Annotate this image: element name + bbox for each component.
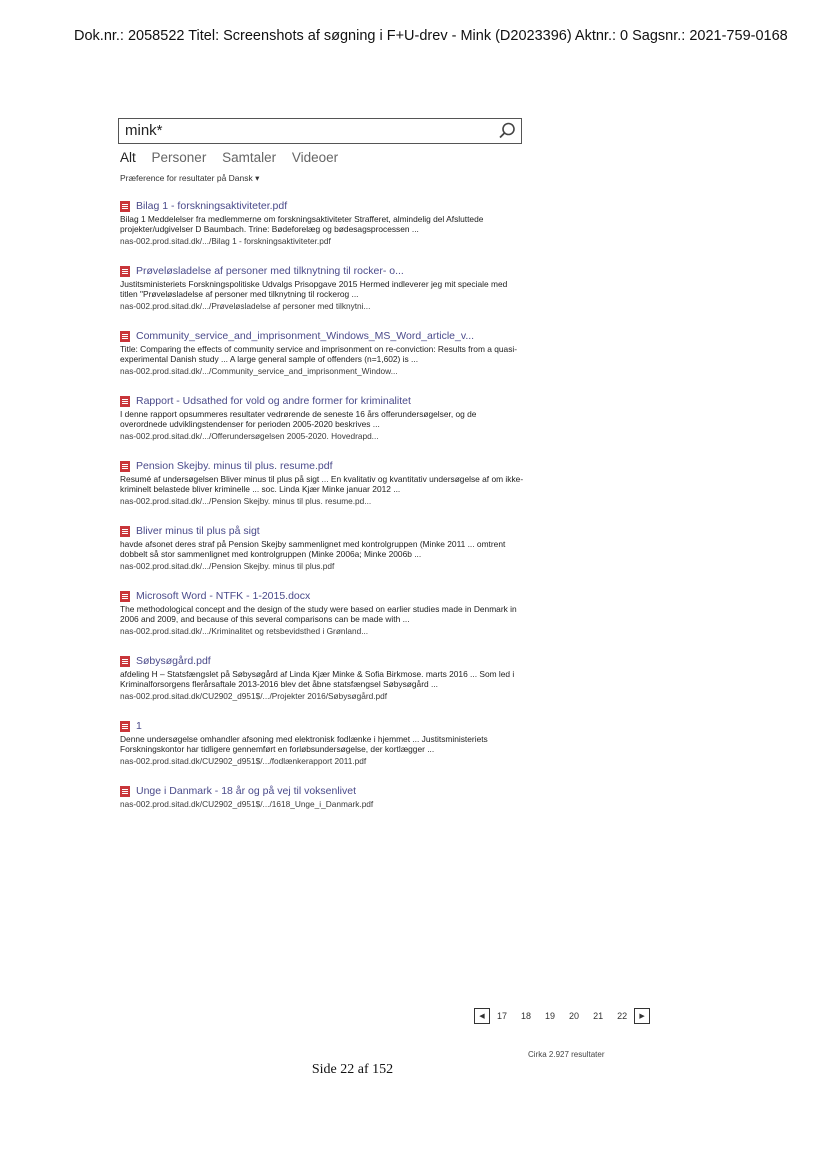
result-snippet: afdeling H – Statsfængslet på Søbysøgård af Linda Kjær Minke & Sofia Birkmose. marts 2016 ... Som led i Kriminalforsorgens flerårsaftale 2013-2016 blev det åbne statsfængsel Søbysøgård ... xyxy=(120,669,515,689)
file-icon xyxy=(120,656,130,667)
prev-page-button[interactable] xyxy=(474,1008,490,1024)
result-title-link[interactable] xyxy=(120,785,524,797)
page-link[interactable]: 17 xyxy=(497,1011,508,1021)
page-link[interactable]: 21 xyxy=(593,1011,604,1021)
result-title: Microsoft Word - NTFK - 1-2015.docx xyxy=(136,590,311,602)
result-count: Cirka 2.927 resultater xyxy=(528,1050,605,1059)
result-title-link[interactable] xyxy=(120,720,524,732)
result-url: nas-002.prod.sitad.dk/CU2902_d951$/.../Projekter 2016/Søbysøgård.pdf xyxy=(120,691,388,701)
file-icon xyxy=(120,461,130,472)
result-snippet: Bilag 1 Meddelelser fra medlemmerne om forskningsaktiviteter Strafferet, almindelig del Afsluttede projekter/udgivelser D Baumbach. Trine: Bødeforelæg og bødesagsprocessen ... xyxy=(120,214,484,234)
chevron-right-icon: ▶ xyxy=(639,1013,645,1020)
result-title: Community_service_and_imprisonment_Windows_MS_Word_article_v... xyxy=(136,330,475,342)
result-url: nas-002.prod.sitad.dk/.../Pension Skejby. minus til plus.pdf xyxy=(120,561,335,571)
chevron-down-icon: ▾ xyxy=(255,173,260,183)
list-item xyxy=(116,655,524,701)
list-item xyxy=(116,200,524,246)
result-snippet: Title: Comparing the effects of community service and imprisonment on re-conviction: Results from a quasi-experimental Danish study ... A large general sample of offenders (n=1,602) is ... xyxy=(120,344,518,364)
result-url: nas-002.prod.sitad.dk/.../Pension Skejby. minus til plus. resume.pd... xyxy=(120,496,372,506)
result-title: Bliver minus til plus på sigt xyxy=(136,525,260,537)
result-url: nas-002.prod.sitad.dk/.../Kriminalitet og retsbevidsthed i Grønland... xyxy=(120,626,369,636)
result-snippet: Resumé af undersøgelsen Bliver minus til plus på sigt ... En kvalitativ og kvantitativ undersøgelse af om ikke-kriminelt belastede bliver kriminelle ... soc. Linda Kjær Minke januar 2012 ... xyxy=(120,474,524,494)
search-input[interactable] xyxy=(125,122,485,139)
language-preference-label: Præference for resultater på Dansk xyxy=(120,173,253,183)
pagination xyxy=(474,1008,650,1024)
result-title: Rapport - Udsathed for vold og andre former for kriminalitet xyxy=(136,395,411,407)
page-link-current: 22 xyxy=(617,1011,628,1021)
result-snippet: I denne rapport opsummeres resultater vedrørende de seneste 16 års offerundersøgelser, og de overordnede udviklingstendenser for perioden 2005-2020 beskrives ... xyxy=(120,409,477,429)
result-url: nas-002.prod.sitad.dk/.../Offerundersøgelsen 2005-2020. Hovedrapd... xyxy=(120,431,379,441)
file-icon xyxy=(120,331,130,342)
tab-alt[interactable]: Alt xyxy=(120,150,136,165)
result-title-link[interactable] xyxy=(120,330,524,342)
list-item xyxy=(116,395,524,441)
file-icon xyxy=(120,721,130,732)
result-title: 1 xyxy=(136,720,142,732)
list-item xyxy=(116,590,524,636)
result-snippet: Justitsministeriets Forskningspolitiske Udvalgs Prisopgave 2015 Hermed indleverer jeg mit speciale med titlen "Prøveløsladelse af personer med tilknytning til rockerog ... xyxy=(120,279,508,299)
file-icon xyxy=(120,591,130,602)
result-snippet: The methodological concept and the design of the study were based on earlier studies made in Denmark in 2006 and 2009, and because of this several comparisons can be made with ... xyxy=(120,604,517,624)
file-icon xyxy=(120,396,130,407)
list-item xyxy=(116,785,524,809)
result-title: Unge i Danmark - 18 år og på vej til voksenlivet xyxy=(136,785,357,797)
chevron-left-icon: ◀ xyxy=(479,1013,485,1020)
file-icon xyxy=(120,201,130,212)
result-title-link[interactable] xyxy=(120,265,524,277)
document-header: Dok.nr.: 2058522 Titel: Screenshots af søgning i F+U-drev - Mink (D2023396) Aktnr.: 0 Sagsnr.: 2021-759-0168 xyxy=(74,28,788,44)
result-title-link[interactable] xyxy=(120,395,524,407)
language-preference[interactable] xyxy=(120,173,536,184)
file-icon xyxy=(120,786,130,797)
page-link[interactable]: 19 xyxy=(545,1011,556,1021)
file-icon xyxy=(120,266,130,277)
result-title: Pension Skejby. minus til plus. resume.pdf xyxy=(136,460,333,472)
result-snippet: Denne undersøgelse omhandler afsoning med elektronisk fodlænke i hjemmet ... Justitsministeriets Forskningskontor har tidligere gennemført en forløbsundersøgelse, der kortlægger ... xyxy=(120,734,488,754)
list-item xyxy=(116,720,524,766)
result-url: nas-002.prod.sitad.dk/.../Community_service_and_imprisonment_Window... xyxy=(120,366,398,376)
page-link[interactable]: 20 xyxy=(569,1011,580,1021)
result-title-link[interactable] xyxy=(120,460,524,472)
result-snippet: havde afsonet deres straf på Pension Skejby sammenlignet med kontrolgruppen (Minke 2011 ... omtrent dobbelt så stor sammenlignet med kontrolgruppen (Minke 2006a; Minke 2006b ... xyxy=(120,539,506,559)
result-title: Bilag 1 - forskningsaktiviteter.pdf xyxy=(136,200,288,212)
result-url: nas-002.prod.sitad.dk/.../Bilag 1 - forskningsaktiviteter.pdf xyxy=(120,236,331,246)
results-list xyxy=(116,200,536,809)
search-screenshot xyxy=(116,118,536,828)
page-link[interactable]: 18 xyxy=(521,1011,532,1021)
tab-personer[interactable]: Personer xyxy=(151,150,207,165)
result-title-link[interactable] xyxy=(120,590,524,602)
search-tabs xyxy=(120,150,536,165)
result-url: nas-002.prod.sitad.dk/.../Prøveløsladelse af personer med tilknytni... xyxy=(120,301,371,311)
result-title-link[interactable] xyxy=(120,655,524,667)
result-title: Prøveløsladelse af personer med tilknytning til rocker- o... xyxy=(136,265,404,277)
list-item xyxy=(116,265,524,311)
result-title-link[interactable] xyxy=(120,200,524,212)
page-number-footer: Side 22 af 152 xyxy=(311,1062,394,1077)
result-url: nas-002.prod.sitad.dk/CU2902_d951$/.../fodlænkerapport 2011.pdf xyxy=(120,756,367,766)
next-page-button[interactable] xyxy=(634,1008,650,1024)
search-box[interactable] xyxy=(118,118,522,144)
list-item xyxy=(116,460,524,506)
result-url: nas-002.prod.sitad.dk/CU2902_d951$/.../1618_Unge_i_Danmark.pdf xyxy=(120,799,374,809)
tab-videoer[interactable]: Videoer xyxy=(291,150,339,165)
result-title: Søbysøgård.pdf xyxy=(136,655,211,667)
file-icon xyxy=(120,526,130,537)
search-icon[interactable] xyxy=(497,121,517,141)
result-title-link[interactable] xyxy=(120,525,524,537)
tab-samtaler[interactable]: Samtaler xyxy=(222,150,277,165)
list-item xyxy=(116,525,524,571)
list-item xyxy=(116,330,524,376)
